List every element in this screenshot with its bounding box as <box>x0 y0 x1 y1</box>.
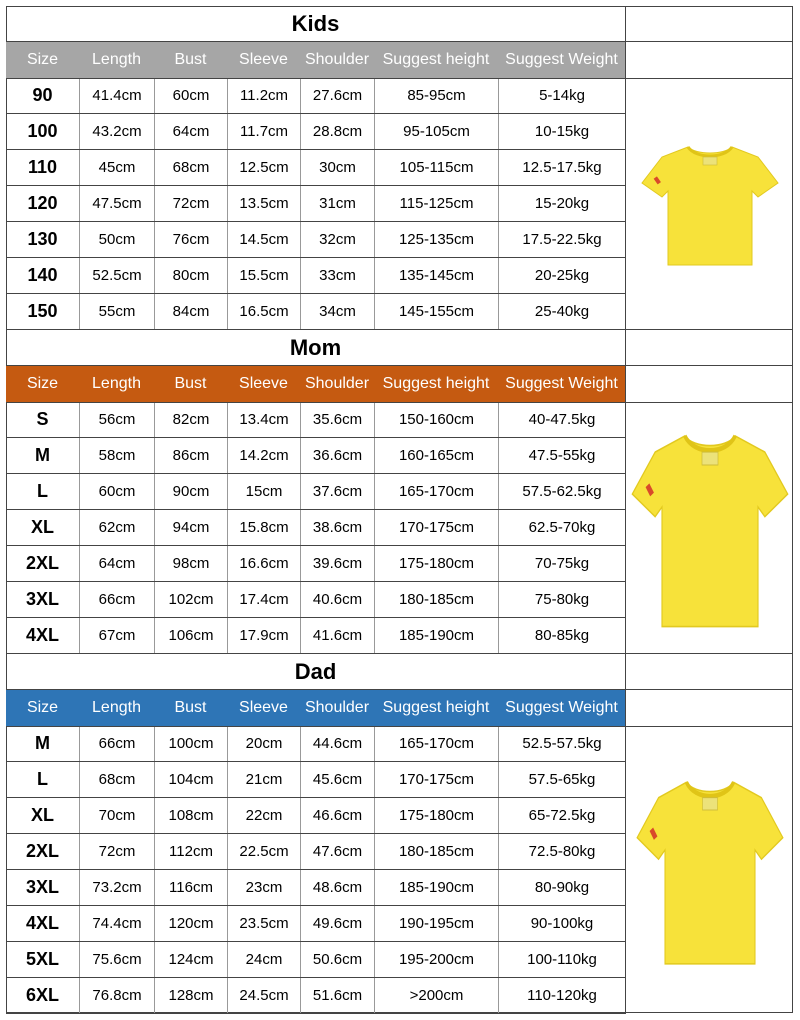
table-cell: 15.8cm <box>227 510 300 545</box>
table-cell: 145-155cm <box>374 294 498 329</box>
size-cell: 140 <box>27 265 58 285</box>
table-row <box>6 726 625 762</box>
table-cell: 16.5cm <box>227 294 300 329</box>
size-cell: 120 <box>27 193 58 213</box>
table-row <box>6 978 625 1014</box>
table-cell: 11.2cm <box>227 78 300 113</box>
tshirt-image-cell <box>625 726 793 1014</box>
divider <box>6 365 793 366</box>
table-row <box>6 798 625 834</box>
table-cell: 25-40kg <box>498 294 625 329</box>
table-cell: 55cm <box>79 294 154 329</box>
table-row <box>6 834 625 870</box>
column-header: Length <box>92 699 141 716</box>
table-cell: 15.5cm <box>227 258 300 293</box>
size-cell: 5XL <box>25 949 59 969</box>
table-cell: 24cm <box>227 942 300 977</box>
yellow-tshirt-mom-icon <box>630 423 790 633</box>
table-cell: 125-135cm <box>374 222 498 257</box>
table-cell: 10-15kg <box>498 114 625 149</box>
table-cell: 21cm <box>227 762 300 797</box>
table-row <box>6 114 625 150</box>
table-row <box>6 474 625 510</box>
header-row-mom <box>6 366 625 402</box>
table-row <box>6 870 625 906</box>
table-cell: 72.5-80kg <box>498 834 625 869</box>
table-body-dad <box>6 726 625 1014</box>
table-cell: 94cm <box>154 510 227 545</box>
table-cell: 72cm <box>79 834 154 869</box>
table-cell: 35.6cm <box>300 402 374 437</box>
size-cell: 4XL <box>25 625 59 645</box>
size-cell: 150 <box>27 301 58 321</box>
size-cell: 110 <box>27 157 58 177</box>
table-cell: 80-90kg <box>498 870 625 905</box>
column-header: Size <box>26 375 59 392</box>
table-row <box>6 78 625 114</box>
divider <box>625 330 626 402</box>
table-cell: 45.6cm <box>300 762 374 797</box>
table-cell: 100-110kg <box>498 942 625 977</box>
table-cell: 112cm <box>154 834 227 869</box>
table-cell: 24.5cm <box>227 978 300 1013</box>
table-body-kids <box>6 78 625 330</box>
table-cell: 17.5-22.5kg <box>498 222 625 257</box>
table-cell: 49.6cm <box>300 906 374 941</box>
table-cell: 44.6cm <box>300 726 374 761</box>
column-header: Bust <box>174 51 207 68</box>
table-cell: 124cm <box>154 942 227 977</box>
table-cell: 41.6cm <box>300 618 374 653</box>
table-cell: 85-95cm <box>374 78 498 113</box>
table-cell: 30cm <box>300 150 374 185</box>
table-cell: 15-20kg <box>498 186 625 221</box>
table-row <box>6 762 625 798</box>
divider <box>6 726 793 727</box>
divider <box>6 689 793 690</box>
table-cell: 22cm <box>227 798 300 833</box>
table-cell: 150-160cm <box>374 402 498 437</box>
column-header: Suggest Weight <box>505 375 618 392</box>
table-cell: 12.5cm <box>227 150 300 185</box>
table-cell: 11.7cm <box>227 114 300 149</box>
table-cell: 135-145cm <box>374 258 498 293</box>
size-cell: 6XL <box>25 985 59 1005</box>
divider <box>6 41 793 42</box>
table-cell: 102cm <box>154 582 227 617</box>
table-cell: >200cm <box>374 978 498 1013</box>
table-cell: 84cm <box>154 294 227 329</box>
column-header: Length <box>92 375 141 392</box>
table-cell: 47.5-55kg <box>498 438 625 473</box>
table-cell: 72cm <box>154 186 227 221</box>
table-cell: 165-170cm <box>374 474 498 509</box>
column-header: Suggest height <box>382 375 490 392</box>
table-cell: 68cm <box>154 150 227 185</box>
tshirt-image-cell <box>625 78 793 330</box>
column-header: Shoulder <box>304 699 370 716</box>
column-header: Bust <box>174 375 207 392</box>
size-cell: 2XL <box>25 553 59 573</box>
table-cell: 32cm <box>300 222 374 257</box>
table-cell: 68cm <box>79 762 154 797</box>
column-header: Shoulder <box>304 375 370 392</box>
table-cell: 36.6cm <box>300 438 374 473</box>
size-cell: 90 <box>32 85 53 105</box>
table-cell: 73.2cm <box>79 870 154 905</box>
table-cell: 52.5-57.5kg <box>498 726 625 761</box>
table-cell: 34cm <box>300 294 374 329</box>
column-header: Size <box>26 699 59 716</box>
table-row <box>6 150 625 186</box>
size-cell: 3XL <box>25 589 59 609</box>
table-cell: 15cm <box>227 474 300 509</box>
divider <box>625 6 626 78</box>
table-cell: 80-85kg <box>498 618 625 653</box>
table-cell: 13.4cm <box>227 402 300 437</box>
table-cell: 70cm <box>79 798 154 833</box>
table-cell: 170-175cm <box>374 510 498 545</box>
table-cell: 80cm <box>154 258 227 293</box>
size-cell: XL <box>30 805 54 825</box>
table-row <box>6 402 625 438</box>
table-cell: 165-170cm <box>374 726 498 761</box>
column-header: Suggest height <box>382 51 490 68</box>
table-cell: 108cm <box>154 798 227 833</box>
table-cell: 47.5cm <box>79 186 154 221</box>
size-cell: 3XL <box>25 877 59 897</box>
header-row-kids <box>6 42 625 78</box>
table-cell: 86cm <box>154 438 227 473</box>
column-header: Bust <box>174 699 207 716</box>
column-header: Suggest height <box>382 699 490 716</box>
table-cell: 17.4cm <box>227 582 300 617</box>
table-cell: 62.5-70kg <box>498 510 625 545</box>
table-cell: 14.2cm <box>227 438 300 473</box>
table-cell: 13.5cm <box>227 186 300 221</box>
table-cell: 17.9cm <box>227 618 300 653</box>
section-title-mom: Mom <box>289 335 342 360</box>
yellow-tshirt-dad-icon <box>635 770 785 970</box>
table-cell: 23cm <box>227 870 300 905</box>
table-cell: 175-180cm <box>374 546 498 581</box>
table-cell: 190-195cm <box>374 906 498 941</box>
table-cell: 39.6cm <box>300 546 374 581</box>
size-chart <box>6 6 793 1013</box>
table-cell: 170-175cm <box>374 762 498 797</box>
divider <box>6 78 793 79</box>
table-cell: 45cm <box>79 150 154 185</box>
table-cell: 57.5-62.5kg <box>498 474 625 509</box>
table-row <box>6 438 625 474</box>
table-cell: 27.6cm <box>300 78 374 113</box>
table-cell: 160-165cm <box>374 438 498 473</box>
column-header: Shoulder <box>304 51 370 68</box>
size-cell: L <box>37 481 48 501</box>
table-row <box>6 258 625 294</box>
table-cell: 14.5cm <box>227 222 300 257</box>
divider <box>6 402 793 403</box>
table-cell: 120cm <box>154 906 227 941</box>
size-cell: 100 <box>27 121 58 141</box>
table-cell: 33cm <box>300 258 374 293</box>
table-cell: 115-125cm <box>374 186 498 221</box>
size-cell: 4XL <box>25 913 59 933</box>
tshirt-image-cell <box>625 402 793 654</box>
table-cell: 75-80kg <box>498 582 625 617</box>
table-cell: 31cm <box>300 186 374 221</box>
table-cell: 12.5-17.5kg <box>498 150 625 185</box>
table-row <box>6 222 625 258</box>
table-cell: 43.2cm <box>79 114 154 149</box>
table-cell: 100cm <box>154 726 227 761</box>
table-cell: 185-190cm <box>374 618 498 653</box>
table-cell: 95-105cm <box>374 114 498 149</box>
table-cell: 64cm <box>79 546 154 581</box>
table-cell: 37.6cm <box>300 474 374 509</box>
size-cell: M <box>35 445 50 465</box>
table-row <box>6 510 625 546</box>
table-cell: 104cm <box>154 762 227 797</box>
table-cell: 56cm <box>79 402 154 437</box>
table-cell: 90cm <box>154 474 227 509</box>
table-row <box>6 906 625 942</box>
table-cell: 116cm <box>154 870 227 905</box>
table-cell: 175-180cm <box>374 798 498 833</box>
table-cell: 52.5cm <box>79 258 154 293</box>
table-row <box>6 546 625 582</box>
table-cell: 5-14kg <box>498 78 625 113</box>
size-cell: 130 <box>27 229 58 249</box>
table-cell: 47.6cm <box>300 834 374 869</box>
table-cell: 128cm <box>154 978 227 1013</box>
section-title-dad: Dad <box>294 659 337 684</box>
size-cell: L <box>37 769 48 789</box>
table-cell: 185-190cm <box>374 870 498 905</box>
table-cell: 28.8cm <box>300 114 374 149</box>
table-body-mom <box>6 402 625 654</box>
table-cell: 98cm <box>154 546 227 581</box>
table-cell: 66cm <box>79 582 154 617</box>
table-cell: 195-200cm <box>374 942 498 977</box>
table-cell: 75.6cm <box>79 942 154 977</box>
table-cell: 76cm <box>154 222 227 257</box>
table-cell: 23.5cm <box>227 906 300 941</box>
header-row-dad <box>6 690 625 726</box>
table-cell: 48.6cm <box>300 870 374 905</box>
table-cell: 16.6cm <box>227 546 300 581</box>
table-cell: 50.6cm <box>300 942 374 977</box>
table-row <box>6 294 625 330</box>
table-cell: 76.8cm <box>79 978 154 1013</box>
table-cell: 38.6cm <box>300 510 374 545</box>
table-cell: 58cm <box>79 438 154 473</box>
table-cell: 180-185cm <box>374 582 498 617</box>
table-cell: 62cm <box>79 510 154 545</box>
table-cell: 82cm <box>154 402 227 437</box>
table-row <box>6 942 625 978</box>
table-cell: 106cm <box>154 618 227 653</box>
yellow-tshirt-kids-icon <box>640 139 780 269</box>
column-header: Sleeve <box>239 51 288 68</box>
table-cell: 67cm <box>79 618 154 653</box>
table-cell: 64cm <box>154 114 227 149</box>
table-cell: 90-100kg <box>498 906 625 941</box>
table-cell: 105-115cm <box>374 150 498 185</box>
table-cell: 57.5-65kg <box>498 762 625 797</box>
section-title-kids: Kids <box>291 11 340 36</box>
table-cell: 65-72.5kg <box>498 798 625 833</box>
table-row <box>6 186 625 222</box>
size-cell: XL <box>30 517 54 537</box>
table-cell: 46.6cm <box>300 798 374 833</box>
column-header: Suggest Weight <box>505 699 618 716</box>
table-cell: 74.4cm <box>79 906 154 941</box>
table-cell: 60cm <box>79 474 154 509</box>
table-cell: 20-25kg <box>498 258 625 293</box>
table-cell: 110-120kg <box>498 978 625 1013</box>
size-cell: M <box>35 733 50 753</box>
divider <box>625 654 626 726</box>
column-header: Sleeve <box>239 699 288 716</box>
size-cell: 2XL <box>25 841 59 861</box>
column-header: Size <box>26 51 59 68</box>
table-cell: 22.5cm <box>227 834 300 869</box>
table-cell: 51.6cm <box>300 978 374 1013</box>
column-header: Sleeve <box>239 375 288 392</box>
table-cell: 66cm <box>79 726 154 761</box>
table-cell: 20cm <box>227 726 300 761</box>
table-cell: 40-47.5kg <box>498 402 625 437</box>
table-cell: 50cm <box>79 222 154 257</box>
table-cell: 40.6cm <box>300 582 374 617</box>
table-row <box>6 582 625 618</box>
table-cell: 60cm <box>154 78 227 113</box>
column-header: Length <box>92 51 141 68</box>
table-row <box>6 618 625 654</box>
column-header: Suggest Weight <box>505 51 618 68</box>
table-cell: 70-75kg <box>498 546 625 581</box>
table-cell: 41.4cm <box>79 78 154 113</box>
table-cell: 180-185cm <box>374 834 498 869</box>
size-cell: S <box>36 409 49 429</box>
